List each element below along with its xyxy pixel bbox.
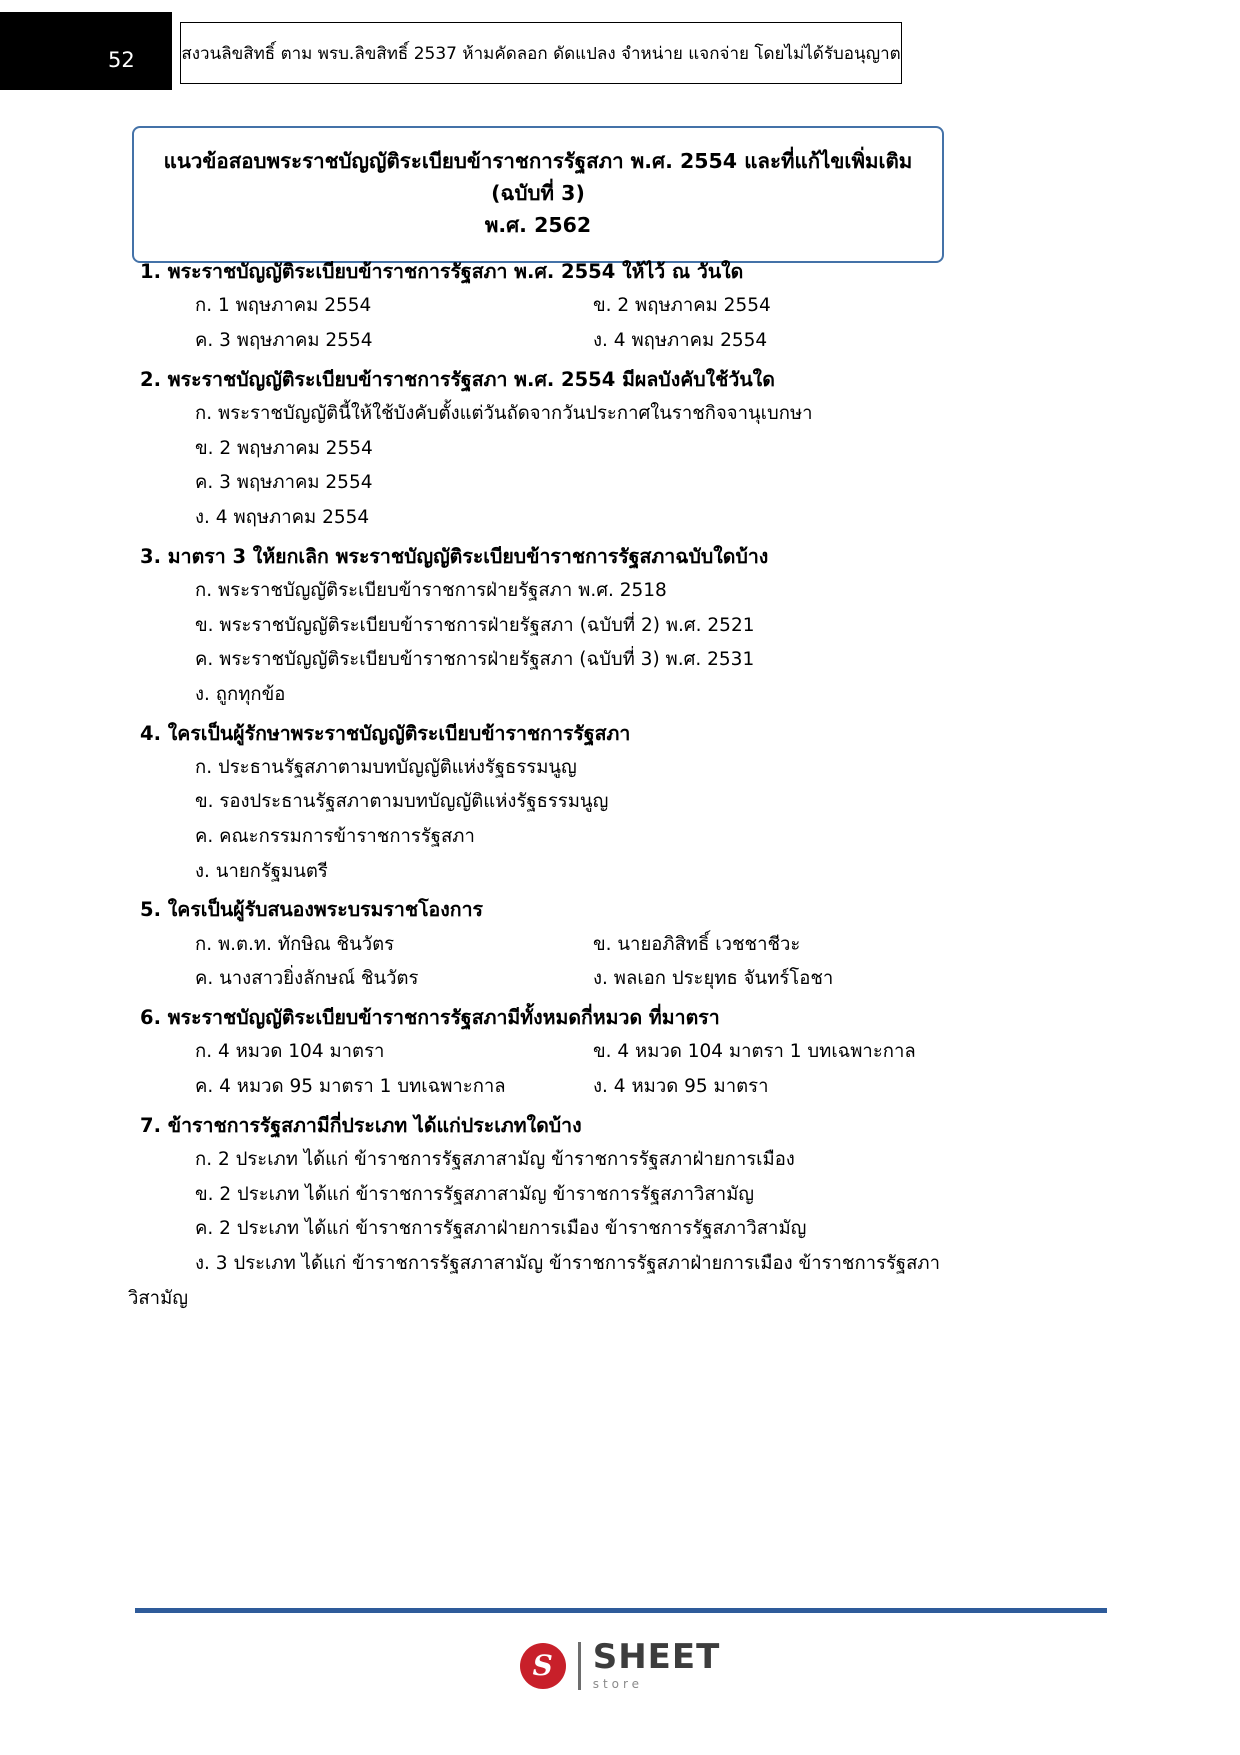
- choice-option[interactable]: ก. พระราชบัญญัตินี้ให้ใช้บังคับตั้งแต่วันถัดจากวันประกาศในราชกิจจานุเบกษา: [195, 402, 813, 424]
- choice-option[interactable]: ง. ถูกทุกข้อ: [195, 683, 286, 705]
- page-header: [0, 0, 1240, 100]
- question-text: 3. มาตรา 3 ให้ยกเลิก พระราชบัญญัติระเบียบข้าราชการรัฐสภาฉบับใดบ้าง: [140, 544, 769, 568]
- choice-option[interactable]: ข. นายอภิสิทธิ์ เวชชาชีวะ: [593, 933, 801, 955]
- question-item: [0, 896, 1240, 994]
- choice-option[interactable]: ค. 2 ประเภท ได้แก่ ข้าราชการรัฐสภาฝ่ายการเมือง ข้าราชการรัฐสภาวิสามัญ: [195, 1218, 807, 1240]
- choice-option[interactable]: ก. พ.ต.ท. ทักษิณ ชินวัตร: [195, 933, 395, 955]
- logo-subtitle: store: [592, 1677, 644, 1691]
- copyright-box: [180, 22, 902, 84]
- question-text: 5. ใครเป็นผู้รับสนองพระบรมราชโองการ: [140, 898, 484, 922]
- choice-grid: [195, 292, 995, 355]
- choice-option[interactable]: ง. นายกรัฐมนตรี: [195, 860, 328, 882]
- question-list: [0, 248, 1240, 1319]
- choice-option[interactable]: ก. 1 พฤษภาคม 2554: [195, 295, 372, 317]
- logo-text: [592, 1637, 721, 1691]
- question-item: [0, 720, 1240, 887]
- choice-list: [195, 754, 1240, 887]
- logo-name: SHEET: [592, 1637, 721, 1677]
- choice-option[interactable]: ง. 4 พฤษภาคม 2554: [593, 329, 768, 351]
- footer-divider: [135, 1608, 1107, 1613]
- choice-option[interactable]: ค. คณะกรรมการข้าราชการรัฐสภา: [195, 826, 475, 848]
- choice-grid: [195, 1038, 995, 1101]
- choice-row: [195, 931, 995, 960]
- question-text: 4. ใครเป็นผู้รักษาพระราชบัญญัติระเบียบข้าราชการรัฐสภา: [140, 721, 631, 745]
- choice-option[interactable]: ค. 4 หมวด 95 มาตรา 1 บทเฉพาะกาล: [195, 1076, 506, 1098]
- page-title-line-2: พ.ศ. 2562: [484, 212, 592, 237]
- question-text: 2. พระราชบัญญัติระเบียบข้าราชการรัฐสภา พ.ศ. 2554 มีผลบังคับใช้วันใด: [140, 367, 775, 391]
- choice-option[interactable]: ข. รองประธานรัฐสภาตามบทบัญญัติแห่งรัฐธรรมนูญ: [195, 791, 609, 813]
- choice-option[interactable]: ค. 3 พฤษภาคม 2554: [195, 472, 373, 494]
- page-number: 52: [108, 48, 135, 72]
- question-item: [0, 366, 1240, 533]
- choice-option[interactable]: ก. พระราชบัญญัติระเบียบข้าราชการฝ่ายรัฐสภา พ.ศ. 2518: [195, 579, 667, 601]
- choice-option[interactable]: ข. 2 พฤษภาคม 2554: [593, 295, 771, 317]
- choice-option-wrap: วิสามัญ: [128, 1287, 189, 1309]
- choice-option[interactable]: ง. พลเอก ประยุทธ จันทร์โอชา: [593, 968, 834, 990]
- choice-option[interactable]: ก. ประธานรัฐสภาตามบทบัญญัติแห่งรัฐธรรมนูญ: [195, 756, 577, 778]
- choice-option[interactable]: ก. 2 ประเภท ได้แก่ ข้าราชการรัฐสภาสามัญ ข้าราชการรัฐสภาฝ่ายการเมือง: [195, 1148, 795, 1170]
- choice-row: [195, 1038, 995, 1067]
- question-text: 6. พระราชบัญญัติระเบียบข้าราชการรัฐสภามีทั้งหมดกี่หมวด ที่มาตรา: [140, 1006, 720, 1030]
- logo-divider: [578, 1642, 581, 1690]
- question-text: 1. พระราชบัญญัติระเบียบข้าราชการรัฐสภา พ.ศ. 2554 ให้ไว้ ณ วันใด: [140, 260, 744, 283]
- choice-list: [195, 1146, 1240, 1244]
- choice-option[interactable]: ค. นางสาวยิ่งลักษณ์ ชินวัตร: [195, 968, 419, 990]
- choice-option[interactable]: ง. 3 ประเภท ได้แก่ ข้าราชการรัฐสภาสามัญ ข้าราชการรัฐสภาฝ่ายการเมือง ข้าราชการรัฐสภา: [195, 1252, 941, 1274]
- choice-option[interactable]: ก. 4 หมวด 104 มาตรา: [195, 1041, 385, 1063]
- footer-logo: [0, 1637, 1240, 1691]
- choice-row: [195, 292, 995, 321]
- question-item: [0, 258, 1240, 356]
- choice-row: [195, 965, 995, 994]
- page-title-line-1: แนวข้อสอบพระราชบัญญัติระเบียบข้าราชการรัฐสภา พ.ศ. 2554 และที่แก้ไขเพิ่มเติม (ฉบับที่ 3): [163, 149, 913, 205]
- choice-option[interactable]: ข. 2 พฤษภาคม 2554: [195, 437, 373, 459]
- choice-list: [195, 400, 1240, 533]
- copyright-notice: สงวนลิขสิทธิ์ ตาม พรบ.ลิขสิทธิ์ 2537 ห้ามคัดลอก ดัดแปลง จำหน่าย แจกจ่าย โดยไม่ได้รับอนุญาต: [181, 43, 901, 64]
- choice-option[interactable]: ข. 4 หมวด 104 มาตรา 1 บทเฉพาะกาล: [593, 1041, 916, 1063]
- choice-option[interactable]: ค. 3 พฤษภาคม 2554: [195, 329, 373, 351]
- choice-option[interactable]: ข. 2 ประเภท ได้แก่ ข้าราชการรัฐสภาสามัญ ข้าราชการรัฐสภาวิสามัญ: [195, 1183, 755, 1205]
- choice-option[interactable]: ค. พระราชบัญญัติระเบียบข้าราชการฝ่ายรัฐสภา (ฉบับที่ 3) พ.ศ. 2531: [195, 649, 755, 671]
- choice-row: [195, 327, 995, 356]
- question-item: [0, 543, 1240, 710]
- choice-option[interactable]: ง. 4 พฤษภาคม 2554: [195, 506, 370, 528]
- question-item: [0, 1004, 1240, 1102]
- question-item: [0, 1112, 1240, 1314]
- choice-option[interactable]: ข. พระราชบัญญัติระเบียบข้าราชการฝ่ายรัฐสภา (ฉบับที่ 2) พ.ศ. 2521: [195, 614, 755, 636]
- page-number-tab: [0, 12, 172, 90]
- question-text: 7. ข้าราชการรัฐสภามีกี่ประเภท ได้แก่ประเภทใดบ้าง: [140, 1113, 582, 1137]
- document-title-box: [132, 126, 944, 263]
- sheetstore-logo-icon: S: [520, 1643, 566, 1689]
- choice-grid: [195, 931, 995, 994]
- choice-row: [195, 1073, 995, 1102]
- choice-list: [195, 577, 1240, 710]
- choice-option[interactable]: ง. 4 หมวด 95 มาตรา: [593, 1076, 769, 1098]
